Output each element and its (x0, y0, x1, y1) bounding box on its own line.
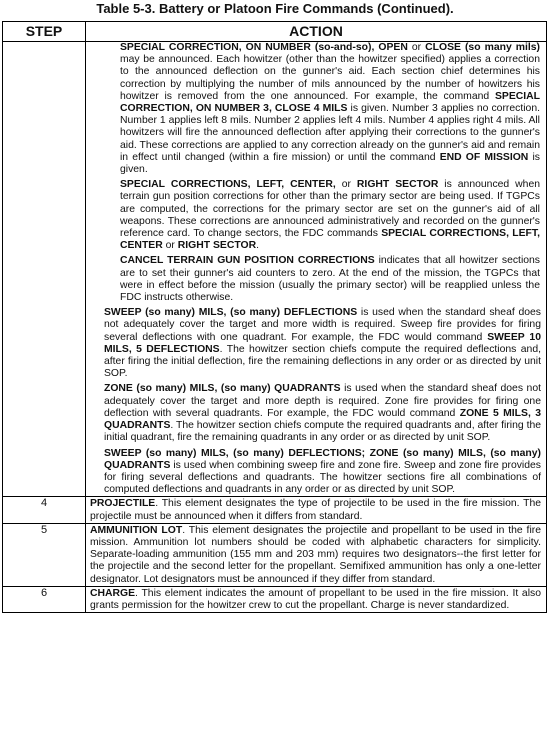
zone-fire-paragraph: ZONE (so many) MILS, (so many) QUADRANTS is used when the standard sheaf does not adequately cover the target and more depth is required. Zone fire provides for firing one deflection with several quadrants. For example, the FDC would command ZONE 5 MILS, 3 QUADRANTS. The howitzer section chiefs compute the required quadrants and, after firing the initial quadrant, fire the remaining quadrants in any order or as directed by unit SOP. (104, 383, 542, 444)
action-column-header: ACTION (86, 22, 547, 42)
action-cell-projectile: PROJECTILE. This element designates the type of projectile to be used in the fire mission. The projectile must be announced when it differs from standard. (86, 497, 547, 523)
sweep-fire-paragraph: SWEEP (so many) MILS, (so many) DEFLECTIONS is used when the standard sheaf does not adequately cover the target and more width is required. Sweep fire provides for firing several deflections with one quadrant. For example, the FDC would command SWEEP 10 MILS, 5 DEFLECTIONS. The howitzer section chiefs compute the required deflections and, after firing the initial deflection, fire the remaining deflections in any order or as directed by unit SOP. (104, 307, 542, 380)
action-cell-ammunition-lot: AMMUNITION LOT. This element designates the projectile and propellant to be used in the fire mission. Ammunition lot numbers should be coded with alphabetic characters for simplicity. Separate-loading ammunition (155 mm and 203 mm) requires two designators--the first letter for the projectile and the second letter for the propellant. Semifixed ammunition has only a one-letter designator. Lot designators must be announced if they differ from standard. (86, 523, 547, 586)
cancel-tgpc-paragraph: CANCEL TERRAIN GUN POSITION CORRECTIONS indicates that all howitzer sections are to set their gunner's aid counters to zero. At the end of the mission, the TGPCs that were in effect before the mission (usually the primary sector) will be reapplied unless the FDC instructs otherwise. (120, 255, 541, 304)
action-cell-charge: CHARGE. This element indicates the amount of propellant to be used in the fire mission. It also grants permission for the howitzer crew to cut the propellant. Charge is never standardized. (86, 586, 547, 612)
step-cell-empty (3, 42, 86, 497)
step-number-6: 6 (3, 586, 86, 612)
special-correction-on-number-paragraph: SPECIAL CORRECTION, ON NUMBER (so-and-so), OPEN or CLOSE (so many mils) may be announced. Each howitzer (other than the howitzer specified) applies a correction to the announced deflection on the gunner's aid. Each section chief determines his correction by multiplying the number of mils announced by the number of howitzers his howitzer is removed from the one announced. For example, the command SPECIAL CORRECTION, ON NUMBER 3, CLOSE 4 MILS is given. Number 3 applies no correction. Number 1 applies left 8 mils. Number 2 applies left 4 mils. Number 4 applies right 4 mils. All howitzers will fire the announced deflection after applying their corrections to the gunner's aid. These corrections are applied to any correction already on the gunner's aid and remain in effect until changed (within a fire mission) or until the command END OF MISSION is given. (120, 42, 541, 176)
sweep-and-zone-paragraph: SWEEP (so many) MILS, (so many) DEFLECTIONS; ZONE (so many) MILS, (so many) QUADRANTS is used when combining sweep fire and zone fire. Sweep and zone fire provides for firing several deflections and quadrants. The howitzer sections fire all combinations of computed deflections and quadrants in any order or as directed by unit SOP. (104, 447, 541, 496)
table-row-continued (3, 42, 547, 497)
special-corrections-sector-paragraph: SPECIAL CORRECTIONS, LEFT, CENTER, or RIGHT SECTOR is announced when terrain gun position corrections for other than the primary sector are being used. If TGPCs are computed, the corrections for the primary sector are set on the gunner's aid of all weapons. These corrections are announced administratively and recorded on the gunner's reference card. To change sectors, the FDC commands SPECIAL CORRECTIONS, LEFT, CENTER or RIGHT SECTOR. (120, 179, 541, 252)
step-column-header: STEP (3, 22, 86, 42)
table-header-row (3, 22, 547, 42)
table-row-charge (3, 586, 547, 612)
step-number-4: 4 (3, 497, 86, 523)
fire-commands-table (2, 21, 547, 613)
action-cell-continued (86, 42, 547, 497)
table-row-projectile (3, 497, 547, 523)
table-title: Table 5-3. Battery or Platoon Fire Commands (Continued). (96, 1, 454, 16)
table-row-ammunition-lot (3, 523, 547, 586)
step-number-5: 5 (3, 523, 86, 586)
